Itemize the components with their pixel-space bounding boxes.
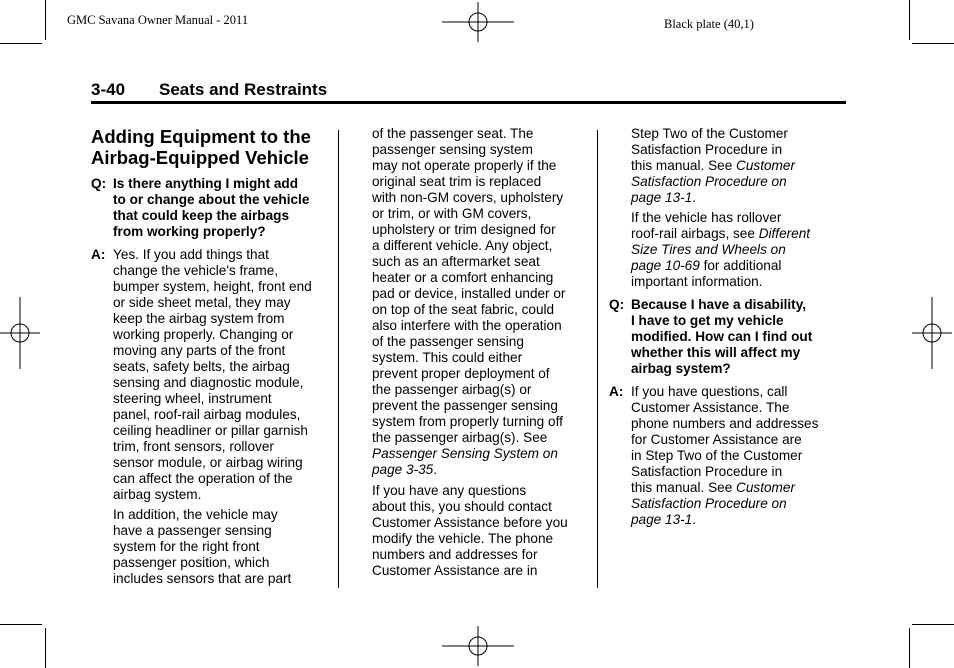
crop-mark — [0, 43, 42, 44]
question-tag: Q: — [91, 176, 107, 191]
answer-2 — [609, 384, 834, 528]
registration-mark-icon — [912, 297, 952, 369]
crop-mark — [0, 624, 42, 625]
article-title — [91, 126, 331, 168]
cross-reference-link[interactable]: Passenger Sensing System on page 3-35 — [372, 446, 558, 477]
crop-mark — [912, 43, 954, 44]
answer-paragraph: In addition, the vehicle may have a passenger sensing system for the right front passenger position, which includes sensors that are part — [113, 507, 292, 586]
cross-reference-link[interactable]: Different — [758, 226, 811, 241]
body-paragraph: of the passenger seat. The passenger sensing system may not operate properly if the original seat trim is replaced with non-GM covers, upholstery or trim, or with GM covers, upholstery or trim designed for a different vehicle. Any object, such as an aftermarket seat heater or a comfort enhancing pad or device, installed under or on top of the seat fabric, could also interfere with the operation of the passenger sensing system. This could either prevent proper deployment of the passenger airbag(s) or prevent the passenger sensing system from properly turning off the passenger airbag(s). See Passenger Sensing System on page 3-35. — [372, 126, 566, 477]
column-3 — [609, 126, 834, 535]
title-line: Adding Equipment to the — [91, 126, 311, 147]
question-text: Is there anything I might add to or change about the vehicle that could keep the airbags from working properly? — [113, 176, 310, 239]
registration-mark-icon — [0, 297, 40, 369]
body-paragraph: If you have any questions about this, you should contact Customer Assistance before you modify the vehicle. The phone numbers and addresses for Customer Assistance are in — [372, 483, 568, 578]
plate-label: Black plate (40,1) — [664, 17, 754, 31]
header-rule — [91, 101, 846, 104]
answer-text: Yes. If you add things that change the vehicle's frame, bumper system, height, front end or side sheet metal, they may keep the airbag system from working properly. Changing or moving any parts of the front seats, safety belts, the airbag sensing and diagnostic module, steering wheel, instrument panel, roof-rail airbag modules, ceiling headliner or pillar garnish trim, front sensors, rollover sensor module, or airbag wiring can affect the operation of the airbag system. — [113, 247, 312, 502]
crop-mark — [909, 628, 910, 668]
column-divider — [338, 130, 339, 588]
crop-mark — [912, 624, 954, 625]
crop-mark — [45, 628, 46, 668]
cross-reference-link[interactable]: Satisfaction Procedure on page 13-1 — [631, 174, 787, 205]
question-tag: Q: — [609, 297, 625, 312]
answer-tag: A: — [609, 384, 624, 399]
column-divider — [597, 130, 598, 588]
question-text: Because I have a disability, I have to get my vehicle modified. How can I find out whether this will affect my airbag system? — [631, 297, 813, 376]
crop-mark — [909, 0, 910, 40]
question-1 — [91, 176, 331, 240]
crop-mark — [45, 0, 46, 40]
cross-reference-link[interactable]: Customer — [736, 158, 795, 173]
answer-1 — [91, 247, 331, 503]
page-number: 3-40 — [91, 80, 126, 99]
cross-reference-link[interactable]: Customer — [736, 480, 795, 495]
title-line: Airbag-Equipped Vehicle — [91, 147, 309, 168]
column-2 — [372, 126, 587, 585]
registration-mark-icon — [442, 2, 514, 42]
question-2 — [609, 297, 834, 377]
section-title: Seats and Restraints — [159, 80, 328, 99]
cross-reference-link[interactable]: Satisfaction Procedure on page 13-1 — [631, 496, 787, 527]
answer-text: If you have questions, call Customer Assistance. The phone numbers and addresses for Customer Assistance are in Step Two of the Customer Satisfaction Procedure in this manual. See Customer Satisfaction Procedure on page 13-1. — [631, 384, 819, 527]
cross-reference-link[interactable]: Size Tires and Wheels on page 10-69 — [631, 242, 786, 273]
body-paragraph: Step Two of the Customer Satisfaction Procedure in this manual. See Customer Satisfaction Procedure on page 13-1. — [631, 126, 795, 205]
column-1 — [91, 126, 331, 593]
manual-title: GMC Savana Owner Manual - 2011 — [67, 13, 249, 27]
body-paragraph: If the vehicle has rollover roof-rail airbags, see Different Size Tires and Wheels on page 10-69 for additional important information. — [631, 210, 811, 289]
running-head — [91, 80, 327, 100]
answer-tag: A: — [91, 247, 106, 262]
registration-mark-icon — [442, 626, 514, 666]
